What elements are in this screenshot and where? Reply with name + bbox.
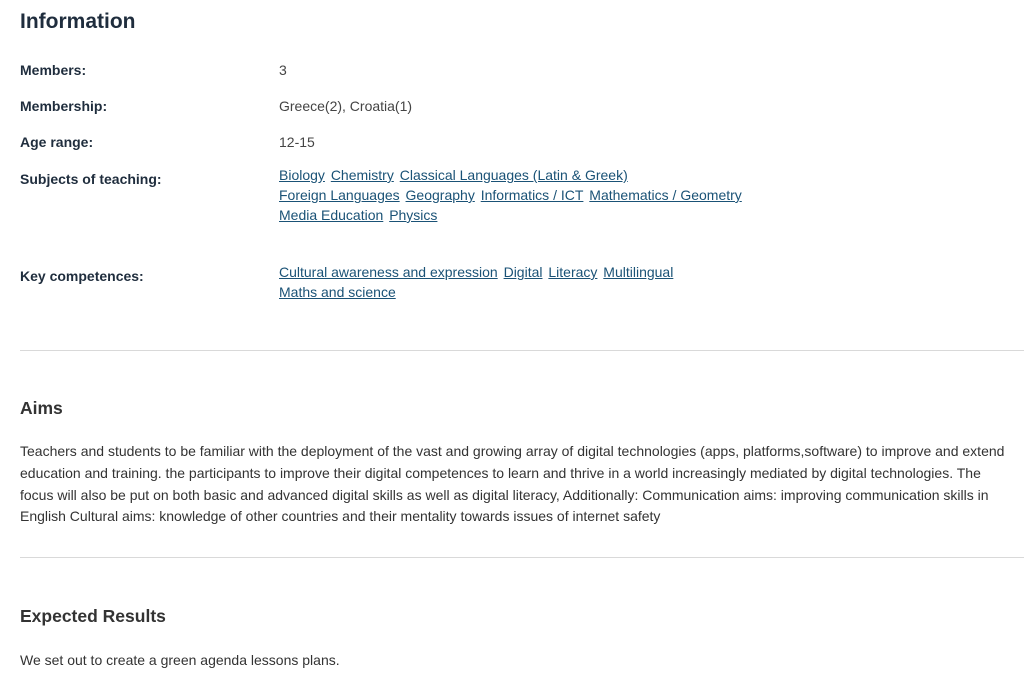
subject-link-mathematics-geometry[interactable]: Mathematics / Geometry: [589, 187, 742, 203]
information-heading: Information: [20, 10, 136, 33]
members-label: Members:: [20, 62, 87, 78]
competences-list: [279, 262, 1019, 302]
competence-link-multilingual[interactable]: Multilingual: [603, 264, 674, 280]
members-value: 3: [279, 62, 287, 78]
aims-text: Teachers and students to be familiar with the deployment of the vast and growing array of digital technologies (apps, platforms,software) to improve and extend education and training. the participants to improve their digital competences to learn and thrive in a world increasingly mediated by digital technologies. The focus will also be put on both basic and advanced digital skills as well as digital literacy, Additionally: Communication aims: improving communication skills in English Cultural aims: knowledge of other countries and their mentality towards issues of internet safety: [20, 443, 1005, 525]
competence-link-cultural-awareness[interactable]: Cultural awareness and expression: [279, 264, 498, 280]
subject-link-biology[interactable]: Biology: [279, 167, 325, 183]
expected-results-text: We set out to create a green agenda lessons plans.: [20, 652, 340, 668]
membership-value: Greece(2), Croatia(1): [279, 98, 413, 114]
subject-link-physics[interactable]: Physics: [389, 207, 438, 223]
section-divider: [20, 350, 1024, 351]
subject-link-foreign-languages[interactable]: Foreign Languages: [279, 187, 400, 203]
age-range-value: 12-15: [279, 134, 315, 150]
membership-label: Membership:: [20, 98, 108, 114]
subjects-list: [279, 165, 1019, 225]
subject-link-geography[interactable]: Geography: [405, 187, 475, 203]
subject-link-classical-languages[interactable]: Classical Languages (Latin & Greek): [399, 167, 628, 183]
aims-heading: Aims: [20, 398, 63, 418]
section-divider: [20, 557, 1024, 558]
expected-results-heading: Expected Results: [20, 606, 166, 626]
subject-link-informatics-ict[interactable]: Informatics / ICT: [480, 187, 584, 203]
subject-link-media-education[interactable]: Media Education: [279, 207, 384, 223]
subjects-label: Subjects of teaching:: [20, 171, 162, 187]
competence-link-literacy[interactable]: Literacy: [548, 264, 598, 280]
competence-link-digital[interactable]: Digital: [503, 264, 543, 280]
age-range-label: Age range:: [20, 134, 94, 150]
competence-link-maths-and-science[interactable]: Maths and science: [279, 284, 396, 300]
subject-link-chemistry[interactable]: Chemistry: [330, 167, 394, 183]
competences-label: Key competences:: [20, 268, 144, 284]
